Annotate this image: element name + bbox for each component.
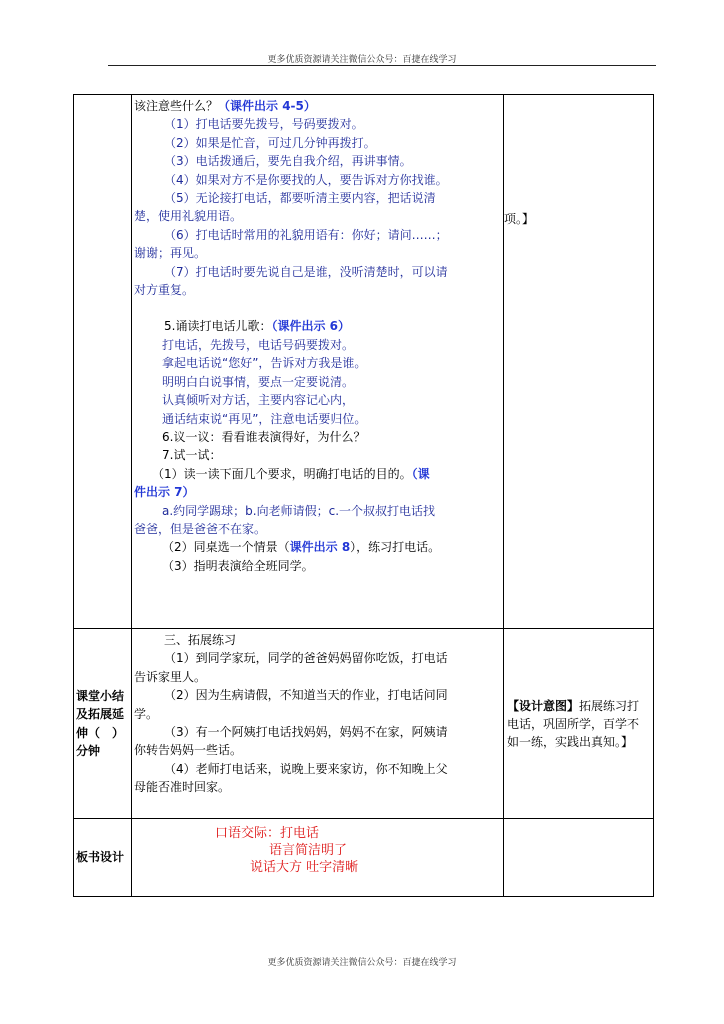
- rhyme-line: 通话结束说“再见”，注意电话要归位。: [162, 411, 367, 426]
- design-note-text: 拓展练习打电话，巩固所学，百学不如一练，实践出真知。】: [507, 698, 640, 749]
- rhyme-line: 拿起电话说“您好”，告诉对方我是谁。: [162, 356, 367, 371]
- rule-line: （7）打电话时要先说自己是谁，没听清楚时，可以请: [164, 264, 448, 279]
- rule-line: 对方重复。: [134, 283, 195, 298]
- board-design-row: [74, 819, 654, 897]
- header-rule: [108, 65, 656, 66]
- teaching-process-row: [74, 95, 654, 629]
- design-note-tail: 项。】: [504, 212, 535, 226]
- board-line: 说话大方 吐字清晰: [250, 860, 359, 875]
- design-note-label: 【设计意图】: [507, 698, 580, 713]
- step5-line: [134, 317, 501, 335]
- summary-extension-label: 课堂小结及拓展延伸（ ）分钟: [74, 629, 132, 819]
- design-note: [504, 697, 653, 751]
- step7-2-pre: （2）同桌选一个情景（: [162, 540, 290, 555]
- rule-line: 楚，使用礼貌用语。: [134, 209, 243, 224]
- summary-extension-row: [74, 629, 654, 819]
- rule-line: （2）如果是忙音，可过几分钟再拨打。: [164, 135, 376, 150]
- row3-note-cell: [504, 819, 654, 897]
- extension-item: 学。: [134, 706, 159, 721]
- rule-line: （6）打电话时常用的礼貌用语有：你好；请问……；: [164, 227, 448, 242]
- extension-item: （1）到同学家玩，同学的爸爸妈妈留你吃饭，打电话: [164, 651, 448, 666]
- board-title: 口语交际：打电话: [215, 826, 320, 841]
- extension-item: 告诉家里人。: [134, 669, 207, 684]
- courseware-tag-7b: 件出示 7）: [134, 485, 195, 500]
- rule-line: （1）打电话要先拨号，号码要拨对。: [164, 117, 364, 132]
- rule-line: （3）电话拨通后，要先自我介绍，再讲事情。: [164, 154, 412, 169]
- intro-text: 该注意些什么？: [134, 99, 219, 113]
- extension-item: 你转告妈妈一些话。: [134, 743, 243, 758]
- row1-label-cell: [74, 95, 132, 629]
- rhyme-line: 认真倾听对方话，主要内容记心内，: [162, 393, 355, 408]
- step6-line: 6.议一议：看看谁表演得好，为什么？: [162, 429, 366, 444]
- rule-line: （5）无论接打电话，都要听清主要内容，把话说清: [164, 191, 436, 206]
- step7-items-line: a.约同学踢球；b.向老师请假；c.一个叔叔打电话找: [162, 503, 436, 518]
- row1-content-cell: [132, 95, 504, 629]
- step7-1-text: （1）读一读下面几个要求，明确打电话的目的。: [152, 466, 412, 481]
- courseware-tag-6: （课件出示 6）: [271, 319, 350, 334]
- row2-content-cell: [132, 629, 504, 819]
- intro-line: [134, 97, 501, 115]
- courseware-tag-4-5: （课件出示 4-5）: [218, 99, 316, 113]
- step7-line: 7.试一试：: [162, 448, 222, 463]
- board-content: [132, 819, 503, 876]
- extension-item: 母能否准时回家。: [134, 780, 231, 795]
- rhyme-line: 打电话，先拨号，电话号码要拨对。: [162, 337, 355, 352]
- step7-3-line: （3）指明表演给全班同学。: [162, 558, 314, 573]
- board-content-cell: [132, 819, 504, 897]
- page-header: 更多优质资源请关注微信公众号：百捷在线学习: [267, 55, 457, 65]
- row2-note-cell: [504, 629, 654, 819]
- extension-item: （2）因为生病请假，不知道当天的作业，打电话问同: [164, 688, 448, 703]
- lesson-plan-table: [73, 94, 654, 897]
- row1-note-cell: [504, 95, 654, 629]
- courseware-tag-8: 课件出示 8: [289, 540, 351, 555]
- rule-line: （4）如果对方不是你要找的人，要告诉对方你找谁。: [164, 172, 448, 187]
- board-design-label: 板书设计: [74, 819, 132, 897]
- board-line: 语言简洁明了: [269, 843, 348, 858]
- page-footer: 更多优质资源请关注微信公众号：百捷在线学习: [267, 958, 457, 968]
- step7-2-post: ），练习打电话。: [350, 540, 441, 555]
- step5-text: 5.诵读打电话儿歌：: [164, 319, 272, 334]
- extension-item: （4）老师打电话来，说晚上要来家访，你不知晚上父: [164, 761, 448, 776]
- rhyme-line: 明明白白说事情，要点一定要说清。: [162, 374, 355, 389]
- extension-title: 三、拓展练习: [164, 633, 237, 647]
- extension-item: （3）有一个阿姨打电话找妈妈，妈妈不在家，阿姨请: [164, 725, 448, 740]
- step7-2-line: [134, 538, 501, 556]
- courseware-tag-7a: （课: [411, 466, 430, 481]
- rule-line: 谢谢；再见。: [134, 246, 207, 261]
- step7-1-line: [134, 465, 501, 483]
- step7-items-line: 爸爸，但是爸爸不在家。: [134, 521, 267, 536]
